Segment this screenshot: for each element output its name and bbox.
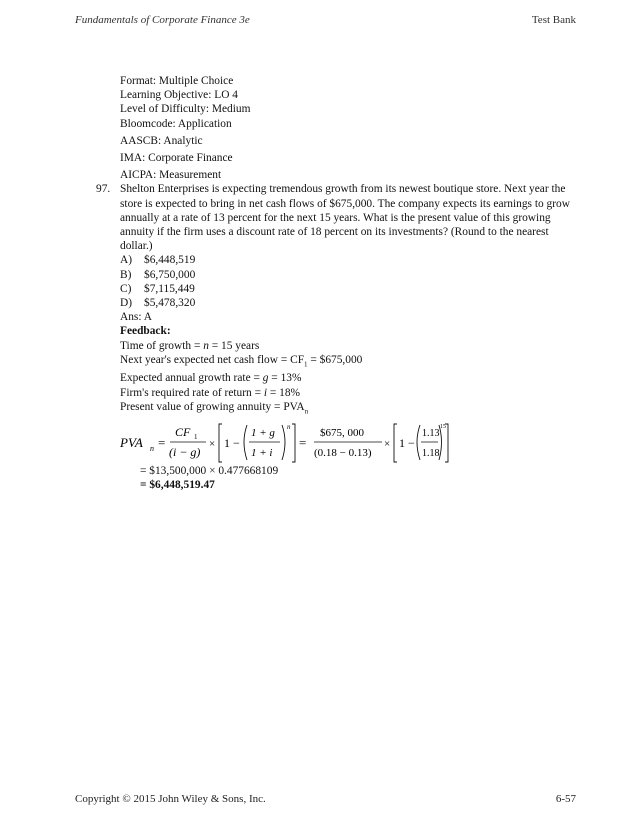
text: = 13% — [268, 372, 302, 385]
feedback-section — [120, 324, 638, 418]
choice-value: $7,115,449 — [144, 282, 195, 295]
aascb-line: AASCB: Analytic — [120, 134, 203, 147]
feedback-line-growth-rate — [120, 371, 638, 385]
formula-eq: = — [158, 435, 166, 451]
text: Present value of growing annuity = PVA — [120, 400, 305, 413]
book-title: Fundamentals of Corporate Finance 3e — [75, 14, 250, 26]
page-header — [75, 14, 576, 26]
formula-numer: $675, 000 — [320, 427, 364, 440]
formula-cf: CF — [175, 425, 191, 440]
text: = 18% — [267, 386, 301, 399]
question-number: 97. — [96, 183, 111, 196]
objective-line: Learning Objective: LO 4 — [120, 89, 238, 102]
formula-r-den: 1.18 — [422, 448, 440, 460]
formula-graphic — [120, 420, 450, 464]
formula-times: × — [384, 438, 391, 451]
choice-a — [120, 253, 638, 267]
difficulty-line: Level of Difficulty: Medium — [120, 103, 251, 116]
formula-one-plus-g: 1 + g — [251, 427, 275, 440]
text: Firm's required rate of return = — [120, 386, 264, 399]
format-line: Format: Multiple Choice — [120, 75, 234, 87]
paren-left — [244, 425, 247, 460]
formula-r-num: 1.13 — [422, 428, 440, 440]
formula-lhs: PVA — [120, 435, 143, 451]
var-i: i — [263, 386, 268, 399]
text: Time of growth = — [120, 339, 204, 352]
text: Expected annual growth rate = — [120, 372, 263, 385]
formula-eq: = — [299, 435, 307, 451]
text: Next year's expected net cash flow = CF — [120, 353, 305, 366]
feedback-line-growth-time — [120, 339, 638, 353]
bloomcode-line: Bloomcode: Application — [120, 117, 232, 130]
feedback-title: Feedback: — [120, 325, 171, 338]
text: = $675,000 — [307, 353, 363, 366]
formula-exp-n: n — [287, 423, 291, 432]
feedback-line-cash-flow — [120, 353, 638, 371]
page-body — [0, 74, 638, 493]
answer-line: Ans: A — [120, 311, 152, 324]
choice-label: C) — [120, 282, 132, 295]
paren-right — [282, 425, 285, 460]
aicpa-line: AICPA: Measurement — [120, 169, 222, 182]
choice-value: $6,448,519 — [144, 254, 196, 267]
question — [96, 182, 570, 253]
choice-label: B) — [120, 268, 132, 281]
final-answer: = $6,448,519.47 — [140, 479, 215, 492]
choice-c — [120, 282, 638, 296]
formula-cf-sub: 1 — [194, 433, 198, 442]
subscript: n — [304, 407, 309, 416]
section-label: Test Bank — [531, 14, 576, 26]
choice-b — [120, 268, 638, 282]
formula-times: × — [209, 438, 216, 451]
choice-label: A) — [120, 254, 133, 267]
subscript: 1 — [304, 360, 308, 369]
ima-line: IMA: Corporate Finance — [120, 152, 233, 165]
bracket-left — [219, 424, 222, 462]
result-line-2 — [140, 478, 638, 492]
formula-denom: (0.18 − 0.13) — [314, 447, 372, 460]
var-n: n — [203, 339, 209, 352]
choice-label: D) — [120, 297, 133, 310]
result-line-1: = $13,500,000 × 0.477668109 — [140, 465, 279, 478]
choice-d — [120, 296, 638, 310]
formula-one-minus: 1 − — [399, 436, 415, 451]
paren-left — [417, 425, 420, 460]
page-number: 6-57 — [555, 793, 576, 805]
formula-one-minus: 1 − — [224, 436, 240, 451]
feedback-line-return — [120, 386, 638, 400]
copyright: Copyright © 2015 John Wiley & Sons, Inc. — [75, 793, 266, 805]
formula-one-plus-i: 1 + i — [251, 447, 273, 460]
bracket-right — [292, 424, 295, 462]
page-footer — [75, 793, 576, 805]
choice-value: $6,750,000 — [144, 268, 196, 281]
var-g: g — [262, 372, 269, 385]
text: = 15 years — [208, 339, 260, 352]
feedback-line-pva — [120, 400, 638, 418]
formula-lhs-sub: n — [150, 444, 154, 454]
formula-exp-15: 15 — [440, 424, 446, 431]
bracket-left — [394, 424, 397, 462]
question-metadata — [120, 74, 638, 182]
pva-formula — [120, 420, 638, 464]
choice-value: $5,478,320 — [144, 297, 196, 310]
question-text: Shelton Enterprises is expecting tremendous growth from its newest boutique store. Next year the store is expected to bring in net cash flows of $675,000. The company expects its earnings to grow annually at a rate of 13 percent for the next 15 years. What is the present value of this growing annuity if the firm uses a discount rate of 18 percent on its investments? (Round to the nearest dollar.) — [120, 183, 570, 253]
formula-i-minus-g: (i − g) — [169, 445, 201, 460]
